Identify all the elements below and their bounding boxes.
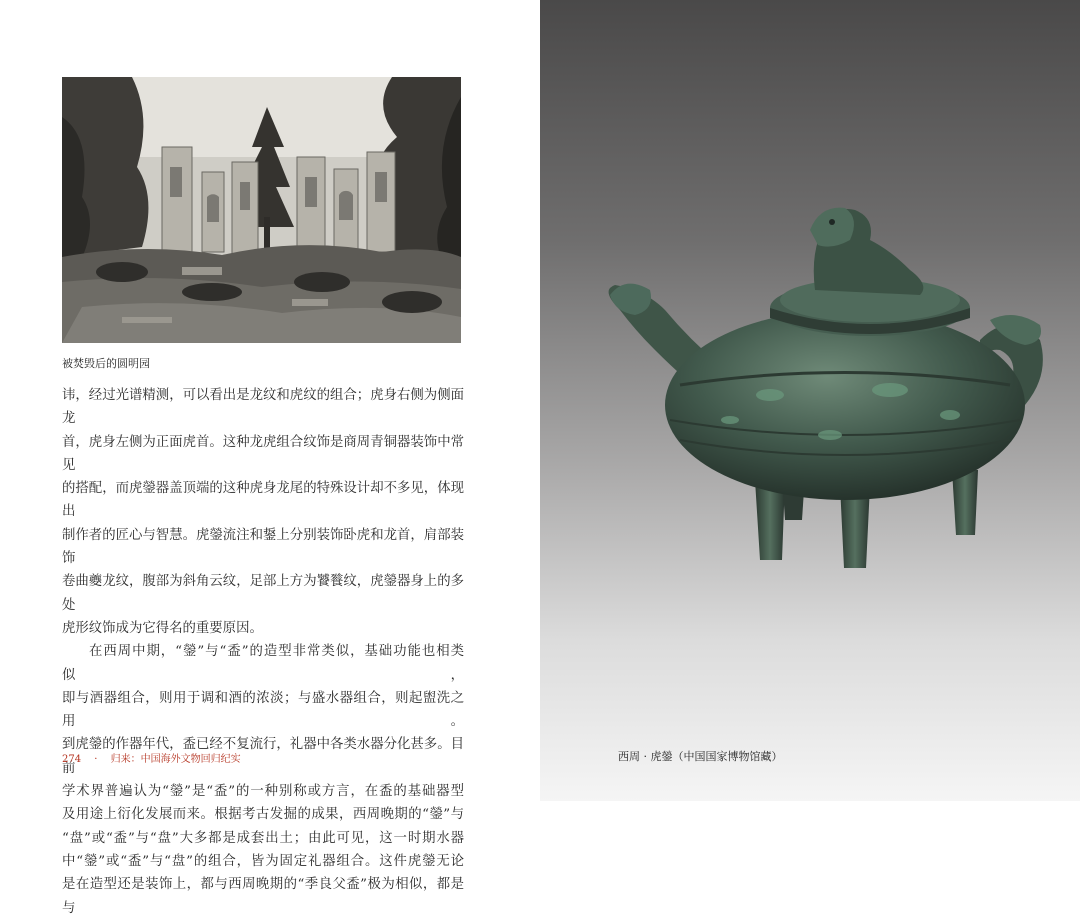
page-footer: [62, 750, 251, 765]
text-line: 首，虎身左侧为正面虎首。这种龙虎组合纹饰是商周青铜器装饰中常见: [62, 434, 464, 473]
right-page: [540, 0, 1080, 801]
tiger-ying-vessel-image: [570, 190, 1050, 590]
text-line: 中“鎣”或“盉”与“盘”的组合，皆为固定礼器组合。这件虎鎣无论: [62, 853, 464, 869]
text-line: 的搭配，而虎鎣器盖顶端的这种虎身龙尾的特殊设计却不多见，体现出: [62, 481, 464, 520]
text-line: 及用途上衍化发展而来。根据考古发掘的成果，西周晚期的“鎣”与: [62, 807, 464, 823]
book-title: 归来：中国海外文物回归纪实: [110, 754, 241, 765]
text-line: 在西周中期，“鎣”与“盉”的造型非常类似，基础功能也相类似，: [62, 644, 464, 683]
text-line: 制作者的匠心与智慧。虎鎣流注和鋬上分别装饰卧虎和龙首，肩部装饰: [62, 527, 464, 567]
text-line: 即与酒器组合，则用于调和酒的浓淡；与盛水器组合，则起盥洗之用。: [62, 690, 464, 730]
text-line: 虎形纹饰成为它得名的重要原因。: [62, 620, 263, 636]
text-line: 到虎鎣的作器年代，盉已经不复流行，礼器中各类水器分化甚多。目前: [62, 737, 464, 776]
yuanmingyuan-ruins-photo: [62, 77, 461, 343]
left-page: [0, 0, 540, 916]
text-line: 卷曲夔龙纹，腹部为斜角云纹，足部上方为饕餮纹，虎鎣器身上的多处: [62, 574, 464, 613]
page-number: 274: [62, 754, 82, 765]
photo-caption: 被焚毁后的圆明园: [62, 357, 150, 370]
text-line: 学术界普遍认为“鎣”是“盉”的一种别称或方言，在盉的基础器型: [62, 784, 464, 800]
text-line: “盘”或“盉”与“盘”大多都是成套出土；由此可见，这一时期水器: [62, 830, 464, 846]
object-caption: 西周 · 虎鎣（中国国家博物馆藏）: [618, 750, 783, 763]
body-text: [62, 384, 464, 920]
text-line: 是在造型还是装饰上，都与西周晚期的“季良父盉”极为相似，都是与: [62, 877, 464, 916]
footer-separator: ·: [94, 754, 98, 765]
ruins-photo-image: [62, 77, 461, 343]
text-line: 讳，经过光谱精测，可以看出是龙纹和虎纹的组合；虎身右侧为侧面龙: [62, 388, 464, 427]
